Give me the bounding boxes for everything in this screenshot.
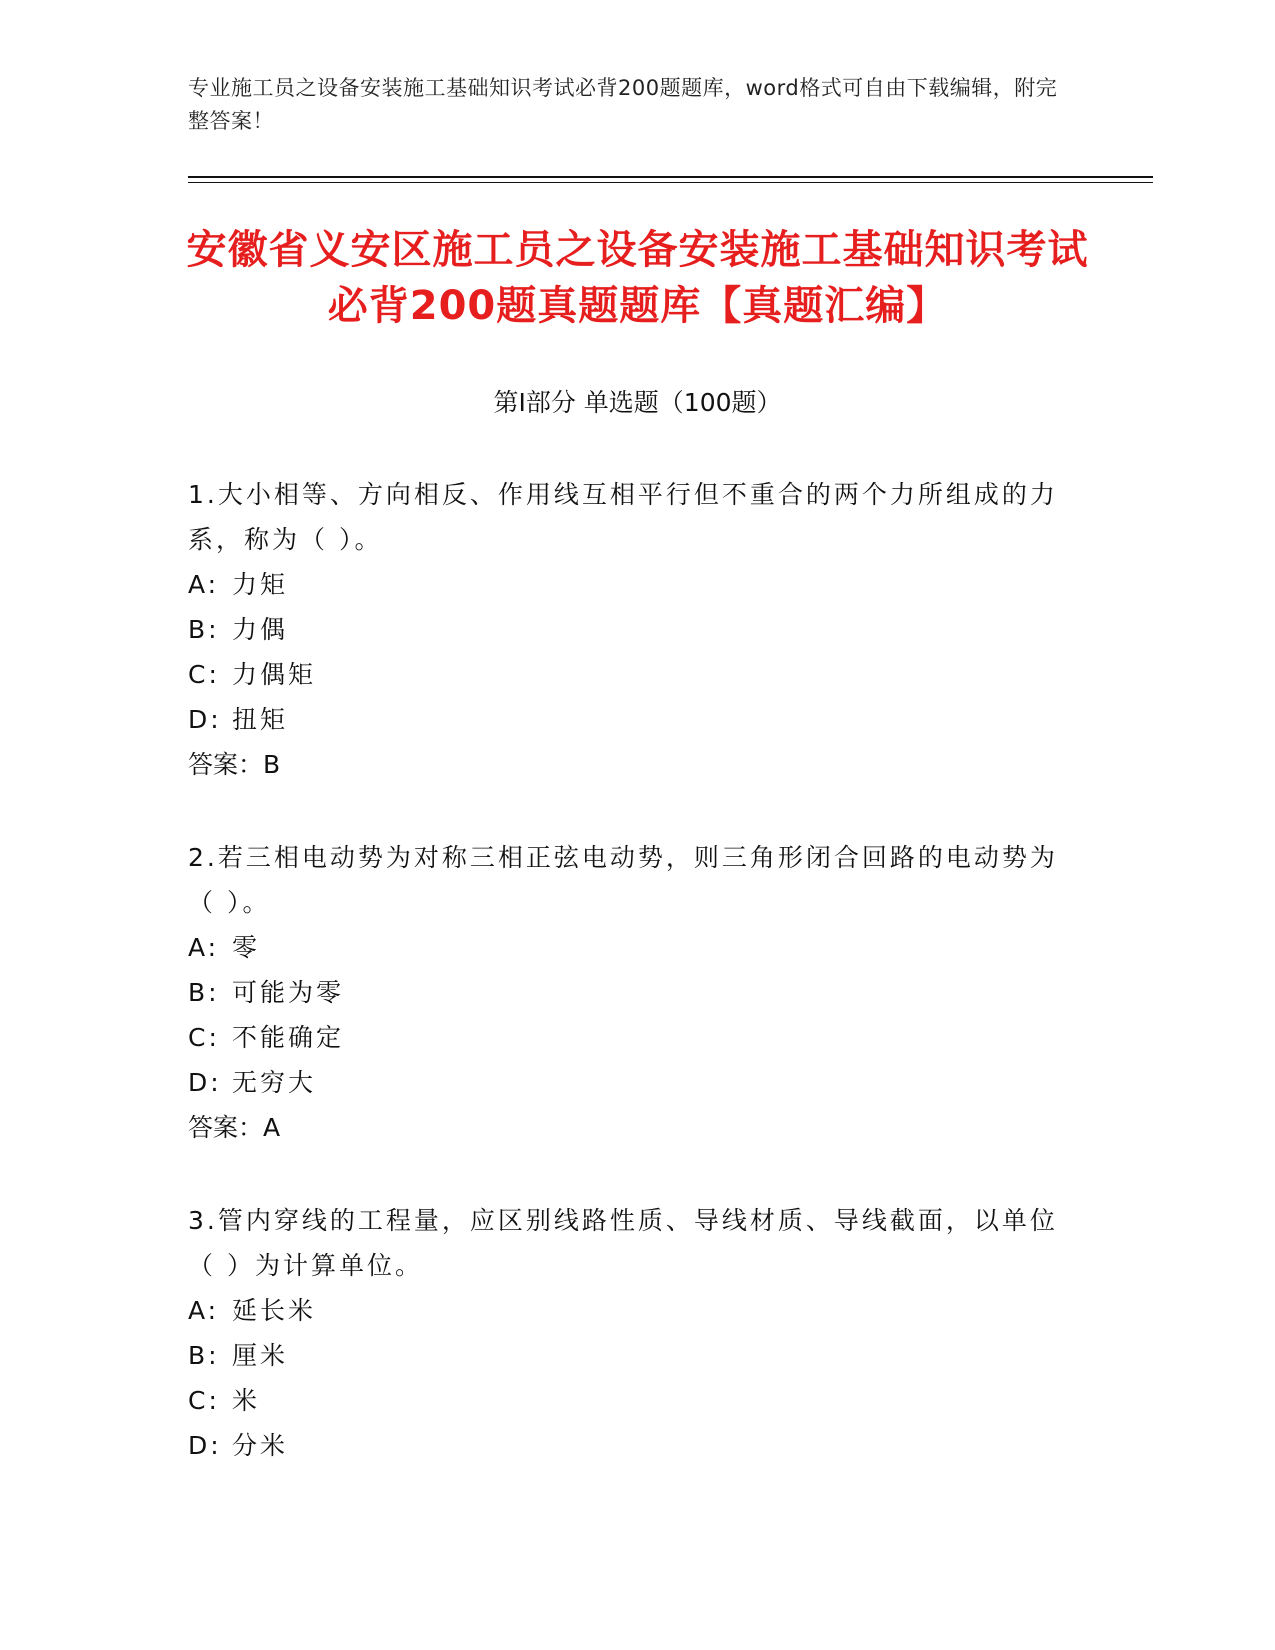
option-d	[188, 697, 1068, 742]
question-1	[188, 472, 1068, 787]
option-text: 延长米	[232, 1296, 317, 1325]
question-2	[188, 835, 1068, 1150]
option-text: 可能为零	[232, 978, 345, 1007]
header-divider-thin	[188, 182, 1153, 183]
header-note: 专业施工员之设备安装施工基础知识考试必背200题题库，word格式可自由下载编辑，附完整答案！	[188, 76, 1058, 133]
question-stem: 2.若三相电动势为对称三相正弦电动势，则三角形闭合回路的电动势为（ ）。	[188, 843, 1058, 917]
option-a	[188, 562, 1068, 607]
option-letter: B:	[188, 615, 220, 644]
option-c	[188, 1015, 1068, 1060]
question-stem: 1.大小相等、方向相反、作用线互相平行但不重合的两个力所组成的力系，称为（ ）。	[188, 480, 1058, 554]
option-letter: B:	[188, 978, 220, 1007]
option-text: 无穷大	[232, 1068, 317, 1097]
header-divider	[188, 176, 1153, 178]
option-text: 不能确定	[232, 1023, 345, 1052]
option-text: 力偶	[232, 615, 289, 644]
option-text: 力偶矩	[232, 660, 317, 689]
option-c	[188, 652, 1068, 697]
option-text: 扭矩	[232, 705, 289, 734]
option-d	[188, 1060, 1068, 1105]
question-3	[188, 1198, 1068, 1468]
answer-line: 答案：B	[188, 750, 281, 779]
section-heading: 第I部分 单选题（100题）	[493, 388, 782, 417]
option-letter: C:	[188, 1386, 220, 1415]
option-letter: A:	[188, 570, 220, 599]
option-letter: C:	[188, 660, 220, 689]
option-d	[188, 1423, 1068, 1468]
option-a	[188, 925, 1068, 970]
option-b	[188, 607, 1068, 652]
option-a	[188, 1288, 1068, 1333]
option-letter: A:	[188, 933, 220, 962]
document-title: 安徽省义安区施工员之设备安装施工基础知识考试必背200题真题题库【真题汇编】	[186, 227, 1089, 329]
question-stem: 3.管内穿线的工程量，应区别线路性质、导线材质、导线截面，以单位（ ）为计算单位。	[188, 1206, 1058, 1280]
option-text: 分米	[232, 1431, 289, 1460]
option-letter: D:	[188, 1068, 222, 1097]
option-letter: D:	[188, 1431, 222, 1460]
answer-line: 答案：A	[188, 1113, 281, 1142]
option-letter: B:	[188, 1341, 220, 1370]
option-text: 零	[232, 933, 261, 962]
option-letter: A:	[188, 1296, 220, 1325]
option-letter: C:	[188, 1023, 220, 1052]
option-text: 力矩	[232, 570, 289, 599]
option-text: 厘米	[232, 1341, 289, 1370]
option-b	[188, 970, 1068, 1015]
option-letter: D:	[188, 705, 222, 734]
option-text: 米	[232, 1386, 261, 1415]
option-c	[188, 1378, 1068, 1423]
option-b	[188, 1333, 1068, 1378]
